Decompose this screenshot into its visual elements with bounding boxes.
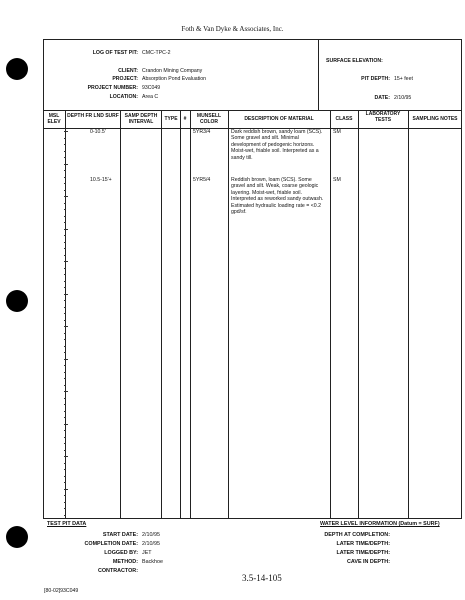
depth-tick <box>64 157 66 158</box>
depth-tick <box>64 398 66 399</box>
col-description: DESCRIPTION OF MATERIAL <box>244 116 314 122</box>
depth-tick <box>64 333 66 334</box>
depth-tick <box>64 307 66 308</box>
page-number: 3.5-14-105 <box>242 573 282 583</box>
row-1-description: Dark reddish brown, sandy loam (SCS). Some gravel and silt. Minimal development of pedogenic horizons. Moist-wet, friable soil. Interpreted as a sandy till. <box>231 129 323 161</box>
pit-depth-value: 15+ feet <box>394 76 413 82</box>
location-value: Area C <box>142 94 159 100</box>
depth-tick <box>64 378 66 379</box>
col-sampling-notes: SAMPLING NOTES <box>412 116 458 122</box>
col-lab-tests: LABORATORY TESTS <box>365 111 401 123</box>
depth-tick <box>64 229 68 230</box>
client-label: CLIENT: <box>118 68 138 74</box>
depth-tick <box>64 203 66 204</box>
depth-tick <box>64 411 66 412</box>
date-value: 2/10/95 <box>394 95 412 101</box>
logged-by-label: LOGGED BY: <box>104 550 138 556</box>
depth-tick <box>64 248 66 249</box>
depth-tick <box>64 326 68 327</box>
depth-tick <box>64 450 66 451</box>
depth-tick <box>64 339 66 340</box>
completion-date-label: COMPLETION DATE: <box>84 541 138 547</box>
logged-by-value: JET <box>142 550 152 556</box>
depth-tick <box>64 372 66 373</box>
depth-tick <box>64 190 66 191</box>
depth-tick <box>64 437 66 438</box>
col-divider <box>120 110 121 518</box>
later-time-depth-label-1: LATER TIME/DEPTH: <box>336 541 390 547</box>
company-name: Foth & Van Dyke & Associates, Inc. <box>181 25 284 33</box>
surface-elevation-label: SURFACE ELEVATION: <box>326 58 383 64</box>
row-2-description: Reddish brown, loam (SCS). Some gravel and silt. Weak, coarse geologic layering. Moist-wet, friable soil. Interpreted as reworked sandy outwash. Estimated hydraulic loading rate = <0.2 gpd/sf. <box>231 177 324 216</box>
depth-tick <box>64 183 66 184</box>
row-1-munsell: 5YR3/4 <box>193 129 211 135</box>
depth-tick <box>64 138 66 139</box>
depth-tick <box>64 476 66 477</box>
depth-at-completion-label: DEPTH AT COMPLETION: <box>324 532 390 538</box>
row-2-class: SM <box>333 177 341 183</box>
depth-tick <box>64 495 66 496</box>
col-divider <box>408 110 409 518</box>
depth-tick <box>64 242 66 243</box>
binder-hole-bottom <box>6 526 28 548</box>
log-value: CMC-TPC-2 <box>142 50 171 56</box>
depth-tick <box>64 469 66 470</box>
depth-tick <box>64 391 68 392</box>
depth-tick <box>64 164 68 165</box>
depth-tick <box>64 424 68 425</box>
depth-tick <box>64 404 66 405</box>
project-value: Absorption Pond Evaluation <box>142 76 207 82</box>
depth-tick <box>64 502 66 503</box>
depth-tick <box>64 274 66 275</box>
depth-tick <box>64 313 66 314</box>
depth-tick <box>64 365 66 366</box>
test-pit-data-title: TEST PIT DATA <box>47 521 87 527</box>
depth-tick <box>64 151 66 152</box>
depth-tick <box>64 255 66 256</box>
depth-tick <box>64 300 66 301</box>
depth-tick <box>64 209 66 210</box>
depth-tick <box>64 177 66 178</box>
depth-tick <box>64 417 66 418</box>
col-depth: DEPTH FR LND SURF <box>67 113 119 119</box>
col-divider <box>161 110 162 518</box>
col-munsell: MUNSELL COLOR <box>196 113 222 125</box>
completion-date-value: 2/10/95 <box>142 541 160 547</box>
col-type: TYPE <box>164 116 178 122</box>
document-code: [80-02]93C049 <box>44 588 79 594</box>
pit-depth-label: PIT DEPTH: <box>361 76 390 82</box>
depth-tick <box>64 320 66 321</box>
depth-tick <box>64 515 66 516</box>
depth-tick <box>64 287 66 288</box>
contractor-label: CONTRACTOR: <box>97 568 138 574</box>
depth-tick <box>64 346 66 347</box>
row-2-munsell: 5YR5/4 <box>193 177 211 183</box>
depth-tick <box>64 352 66 353</box>
project-label: PROJECT: <box>112 76 138 82</box>
location-label: LOCATION: <box>109 94 138 100</box>
col-samp-depth: SAMP DEPTH INTERVAL <box>124 113 158 125</box>
row-2-depth: 10.5-15'+ <box>90 177 112 183</box>
depth-tick <box>64 216 66 217</box>
header-divider-vertical <box>318 39 319 110</box>
binder-hole-middle <box>6 290 28 312</box>
client-value: Crandon Mining Company <box>142 68 203 74</box>
project-number-label: PROJECT NUMBER: <box>87 85 138 91</box>
depth-tick <box>64 463 66 464</box>
col-divider <box>228 110 229 518</box>
depth-tick <box>64 456 68 457</box>
method-label: METHOD: <box>112 559 138 565</box>
col-divider <box>330 110 331 518</box>
depth-tick <box>64 196 68 197</box>
row-1-class: SM <box>333 129 341 135</box>
depth-tick <box>64 443 66 444</box>
depth-tick <box>64 294 68 295</box>
depth-tick <box>64 281 66 282</box>
depth-tick <box>64 222 66 223</box>
depth-tick <box>64 385 66 386</box>
start-date-label: START DATE: <box>102 532 138 538</box>
col-number: # <box>183 116 187 122</box>
water-level-title: WATER LEVEL INFORMATION (Datum = SURF) <box>320 521 440 527</box>
col-divider <box>190 110 191 518</box>
depth-tick <box>64 268 66 269</box>
depth-tick <box>64 131 68 132</box>
depth-tick <box>64 144 66 145</box>
start-date-value: 2/10/95 <box>142 532 160 538</box>
depth-tick <box>64 261 68 262</box>
depth-tick <box>64 482 66 483</box>
depth-tick <box>64 359 68 360</box>
depth-tick <box>64 170 66 171</box>
later-time-depth-label-2: LATER TIME/DEPTH: <box>336 550 390 556</box>
row-1-depth: 0-10.5' <box>90 129 106 135</box>
col-msl-elev: MSL ELEV <box>47 113 61 125</box>
method-value: Backhoe <box>142 559 163 565</box>
depth-tick <box>64 235 66 236</box>
col-divider <box>358 110 359 518</box>
log-label: LOG OF TEST PIT: <box>92 50 138 56</box>
cave-in-depth-label: CAVE IN DEPTH: <box>346 559 390 565</box>
date-label: DATE: <box>374 95 390 101</box>
depth-tick <box>64 508 66 509</box>
project-number-value: 93C049 <box>142 85 161 91</box>
binder-hole-top <box>6 58 28 80</box>
col-divider <box>180 110 181 518</box>
col-class: CLASS <box>335 116 353 122</box>
depth-tick <box>64 489 68 490</box>
depth-tick <box>64 430 66 431</box>
